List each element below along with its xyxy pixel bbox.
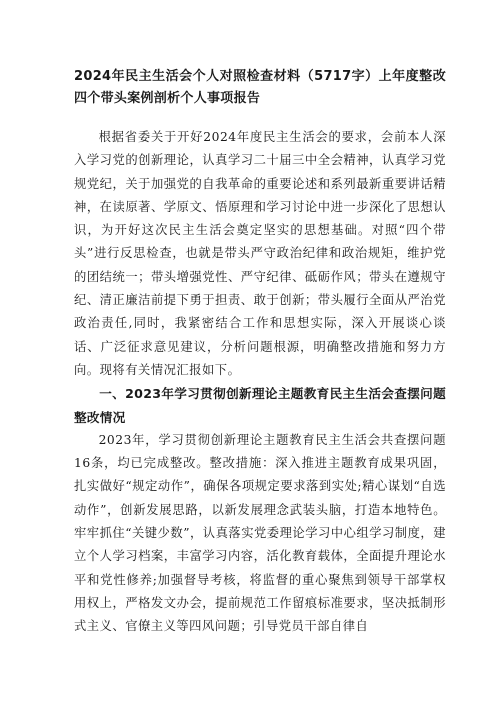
document-title: 2024年民主生活会个人对照检查材料（5717字）上年度整改四个带头案例剖析个人事项报告 <box>74 69 446 106</box>
intro-paragraph: 根据省委关于开好2024年度民主生活会的要求，会前本人深入学习党的创新理论，认真学习二十届三中全会精神，认真学习党规党纪，关于加强党的自我革命的重要论述和系列最新重要讲话精神，在读原著、学原文、悟原理和学习讨论中进一步深化了思想认识，为开好这次民主生活会奠定坚实的思想基础。对照“四个带头”进行反思检查，也就是带头严守政治纪律和政治规矩，维护党的团结统一；带头增强党性、严守纪律、砥砺作风；带头在遵规守纪、清正廉洁前提下勇于担责、敢于创新；带头履行全面从严治党政治责任,同时，我紧密结合工作和思想实际，深入开展谈心谈话、广泛征求意见建议，分析问题根源，明确整改措施和努力方向。现将有关情况汇报如下。 <box>74 130 446 377</box>
section-1-heading: 一、2023年学习贯彻创新理论主题教育民主生活会查摆问题整改情况 <box>74 386 446 425</box>
section-1-paragraph: 2023年，学习贯彻创新理论主题教育民主生活会共查摆问题16条，均已完成整改。整改措施：深入推进主题教育成果巩固，扎实做好“规定动作”，确保各项规定要求落到实处;精心谋划“自选动作”，创新发展思路，以新发展理念武装头脑，打造本地特色。牢牢抓住“关键少数”，认真落实党委理论学习中心组学习制度，建立个人学习档案，丰富学习内容，活化教育载体，全面提升理论水平和党性修养;加强督导考核，将监督的重心聚焦到领导干部掌权用权上，严格发文办会，提前规范工作留痕标准要求，坚决抵制形式主义、官僚主义等四风问题；引导党员干部自律自 <box>74 432 446 634</box>
